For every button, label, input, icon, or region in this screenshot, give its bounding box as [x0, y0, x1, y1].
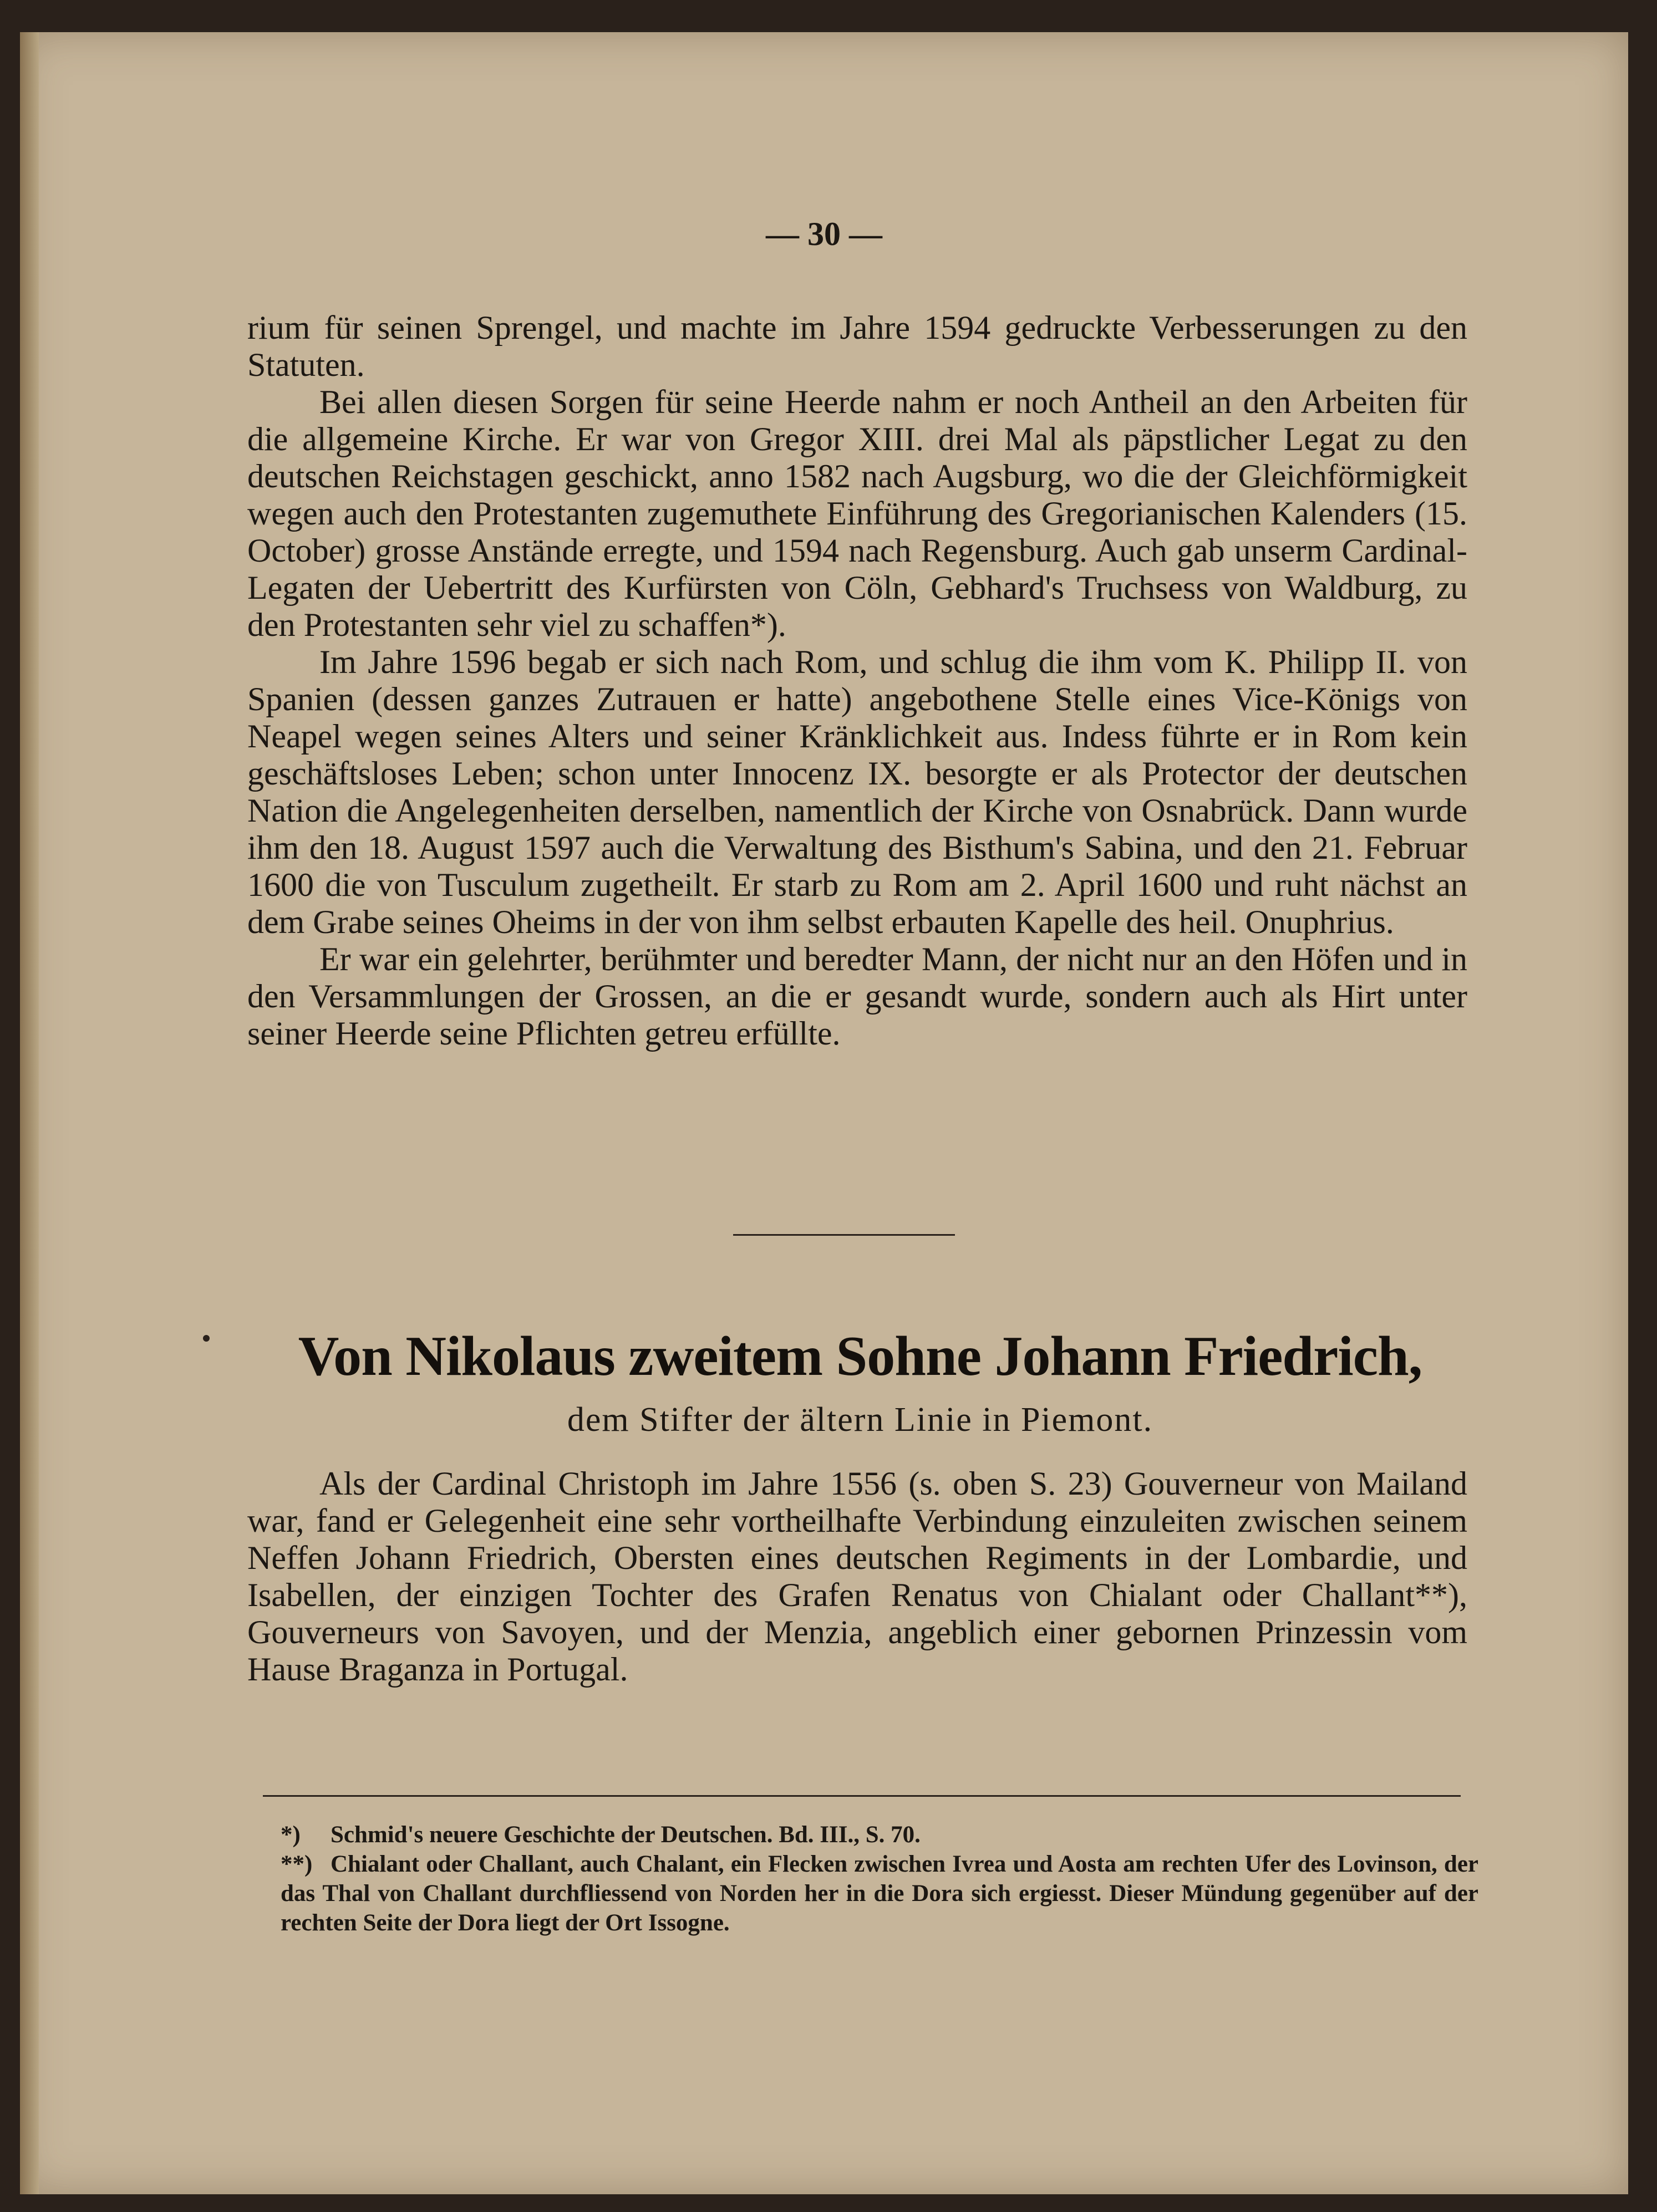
book-page — [20, 32, 1628, 2194]
body-text — [247, 309, 1467, 1052]
paragraph-1: rium für seinen Sprengel, und machte im Jahre 1594 gedruckte Verbesserungen zu den Statuten. — [247, 309, 1467, 383]
footnote-1 — [281, 1820, 1478, 1849]
page-gutter — [20, 32, 39, 2194]
footnote-text: Schmid's neuere Geschichte der Deutschen. Bd. III., S. 70. — [331, 1822, 921, 1848]
footnote-rule — [263, 1795, 1461, 1797]
section-body — [247, 1465, 1467, 1688]
footnote-marker: **) — [281, 1851, 313, 1877]
section-subtitle: dem Stifter der ältern Linie in Piemont. — [567, 1401, 1153, 1439]
footnote-2 — [281, 1849, 1478, 1938]
paragraph-2: Bei allen diesen Sorgen für seine Heerde nahm er noch Antheil an den Arbeiten für die allgemeine Kirche. Er war von Gregor XIII. drei Mal als päpstlicher Legat zu den deutschen Reichstagen geschickt, anno 1582 nach Augsburg, wo die der Gleichförmigkeit wegen auch den Protestanten zugemuthete Einführung des Gregorianischen Kalenders (15. October) grosse Anstände erregte, und 1594 nach Regensburg. Auch gab unserm Cardinal-Legaten der Uebertritt des Kurfürsten von Cöln, Gebhard's Truchsess von Waldburg, zu den Protestanten sehr viel zu schaffen*). — [247, 384, 1467, 643]
paragraph-4: Er war ein gelehrter, berühmter und beredter Mann, der nicht nur an den Höfen und in den Versammlungen der Grossen, an die er gesandt wurde, sondern auch als Hirt unter seiner Heerde seine Pflichten getreu erfüllte. — [247, 941, 1467, 1052]
section-title: Von Nikolaus zweitem Sohne Johann Friedrich, — [298, 1325, 1422, 1388]
margin-dot — [203, 1335, 210, 1342]
section-divider — [733, 1234, 955, 1236]
page-number: — 30 — — [766, 216, 882, 252]
footnotes — [281, 1820, 1478, 1938]
footnote-text: Chialant oder Challant, auch Chalant, ein Flecken zwischen Ivrea und Aosta am rechten Ufer des Lovinson, der das Thal von Challant durchfliessend von Norden her in die Dora sich ergiesst. Dieser Mündung gegenüber auf der rechten Seite der Dora liegt der Ort Issogne. — [281, 1851, 1478, 1936]
paragraph-3: Im Jahre 1596 begab er sich nach Rom, und schlug die ihm vom K. Philipp II. von Spanien (dessen ganzes Zutrauen er hatte) angebothene Stelle eines Vice-Königs von Neapel wegen seines Alters und seiner Kränklichkeit aus. Indess führte er in Rom kein geschäftsloses Leben; schon unter Innocenz IX. besorgte er als Protector der deutschen Nation die Angelegenheiten derselben, namentlich der Kirche von Osnabrück. Dann wurde ihm den 18. August 1597 auch die Verwaltung des Bisthum's Sabina, und den 21. Februar 1600 die von Tusculum zugetheilt. Er starb zu Rom am 2. April 1600 und ruht nächst an dem Grabe seines Oheims in der von ihm selbst erbauten Kapelle des heil. Onuphrius. — [247, 644, 1467, 940]
footnote-marker: *) — [281, 1822, 301, 1848]
section-paragraph: Als der Cardinal Christoph im Jahre 1556 (s. oben S. 23) Gouverneur von Mailand war, fand er Gelegenheit eine sehr vortheilhafte Verbindung einzuleiten zwischen seinem Neffen Johann Friedrich, Obersten eines deutschen Regiments in der Lombardie, und Isabellen, der einzigen Tochter des Grafen Renatus von Chialant oder Challant**), Gouverneurs von Savoyen, und der Menzia, angeblich einer gebornen Prinzessin vom Hause Braganza in Portugal. — [247, 1465, 1467, 1688]
